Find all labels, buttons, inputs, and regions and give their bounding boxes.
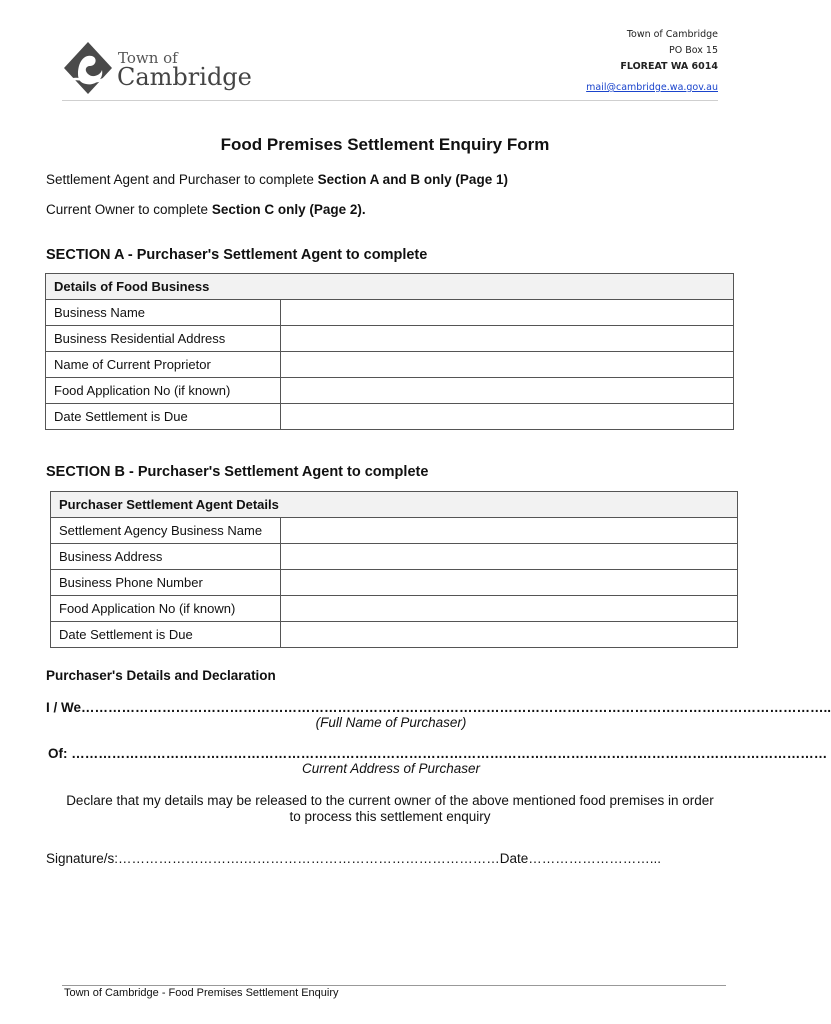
row-label: Food Application No (if known) xyxy=(46,378,281,404)
table-row xyxy=(46,378,734,404)
header-divider-right xyxy=(480,100,718,101)
table-row xyxy=(46,300,734,326)
business-name-field[interactable] xyxy=(280,300,733,326)
food-application-no-b-field[interactable] xyxy=(280,596,737,622)
table-row xyxy=(46,404,734,430)
settlement-date-b-field[interactable] xyxy=(280,622,737,648)
row-label: Date Settlement is Due xyxy=(46,404,281,430)
intro-line-2 xyxy=(46,202,366,217)
email-link[interactable]: mail@cambridge.wa.gov.au xyxy=(586,82,718,93)
section-a-table xyxy=(45,273,734,430)
row-label: Business Address xyxy=(51,544,281,570)
row-label: Date Settlement is Due xyxy=(51,622,281,648)
table-row xyxy=(51,596,738,622)
address-line-2: PO Box 15 xyxy=(669,45,718,56)
row-label: Name of Current Proprietor xyxy=(46,352,281,378)
full-name-caption: (Full Name of Purchaser) xyxy=(315,715,467,730)
row-label: Business Phone Number xyxy=(51,570,281,596)
address-caption: Current Address of Purchaser xyxy=(301,761,481,776)
row-label: Food Application No (if known) xyxy=(51,596,281,622)
header-divider xyxy=(62,100,480,101)
address-line-1: Town of Cambridge xyxy=(626,29,718,40)
section-b-table xyxy=(50,491,738,648)
row-label: Business Name xyxy=(46,300,281,326)
table-row xyxy=(46,352,734,378)
intro-line-2-bold: Section C only (Page 2). xyxy=(211,202,366,217)
footer-text: Town of Cambridge - Food Premises Settlement Enquiry xyxy=(64,987,339,999)
business-residential-address-field[interactable] xyxy=(280,326,733,352)
current-proprietor-field[interactable] xyxy=(280,352,733,378)
intro-line-1-plain: Settlement Agent and Purchaser to complete xyxy=(46,172,318,187)
settlement-date-field[interactable] xyxy=(280,404,733,430)
logo-town-text: Town of xyxy=(118,49,178,67)
table-row xyxy=(46,326,734,352)
full-name-line[interactable]: I / We………………………………………………………………………………………………………………………………………………….. xyxy=(46,700,831,715)
table-row xyxy=(51,622,738,648)
food-application-no-field[interactable] xyxy=(280,378,733,404)
declaration-heading: Purchaser's Details and Declaration xyxy=(46,668,276,683)
signature-date-line[interactable]: Signature/s:……………………….…………………………………………………Date………………………... xyxy=(46,851,662,866)
intro-line-1-bold: Section A and B only (Page 1) xyxy=(317,172,508,187)
business-address-field[interactable] xyxy=(280,544,737,570)
declaration-statement-line-2: to process this settlement enquiry xyxy=(289,809,491,824)
section-a-table-header: Details of Food Business xyxy=(46,274,734,300)
intro-line-1 xyxy=(46,172,508,187)
row-label: Settlement Agency Business Name xyxy=(51,518,281,544)
declaration-statement-line-1: Declare that my details may be released to the current owner of the above mentioned food premises in order xyxy=(66,793,714,808)
table-row xyxy=(51,544,738,570)
section-b-heading: SECTION B - Purchaser's Settlement Agent to complete xyxy=(46,464,429,480)
logo-city-text: Cambridge xyxy=(117,63,252,91)
section-a-heading: SECTION A - Purchaser's Settlement Agent to complete xyxy=(46,247,428,263)
business-phone-field[interactable] xyxy=(280,570,737,596)
swan-logo-icon xyxy=(62,40,114,96)
footer-divider xyxy=(62,985,726,986)
page-title: Food Premises Settlement Enquiry Form xyxy=(220,135,550,154)
row-label: Business Residential Address xyxy=(46,326,281,352)
section-b-table-header: Purchaser Settlement Agent Details xyxy=(51,492,738,518)
town-logo xyxy=(62,40,262,98)
agency-business-name-field[interactable] xyxy=(280,518,737,544)
address-line-3: FLOREAT WA 6014 xyxy=(620,61,718,72)
intro-line-2-plain: Current Owner to complete xyxy=(46,202,212,217)
table-row xyxy=(51,518,738,544)
address-line[interactable]: Of: …………………………………………………………………………………………………………………………………………………… xyxy=(48,746,828,761)
table-row xyxy=(51,570,738,596)
address-block xyxy=(586,27,718,96)
